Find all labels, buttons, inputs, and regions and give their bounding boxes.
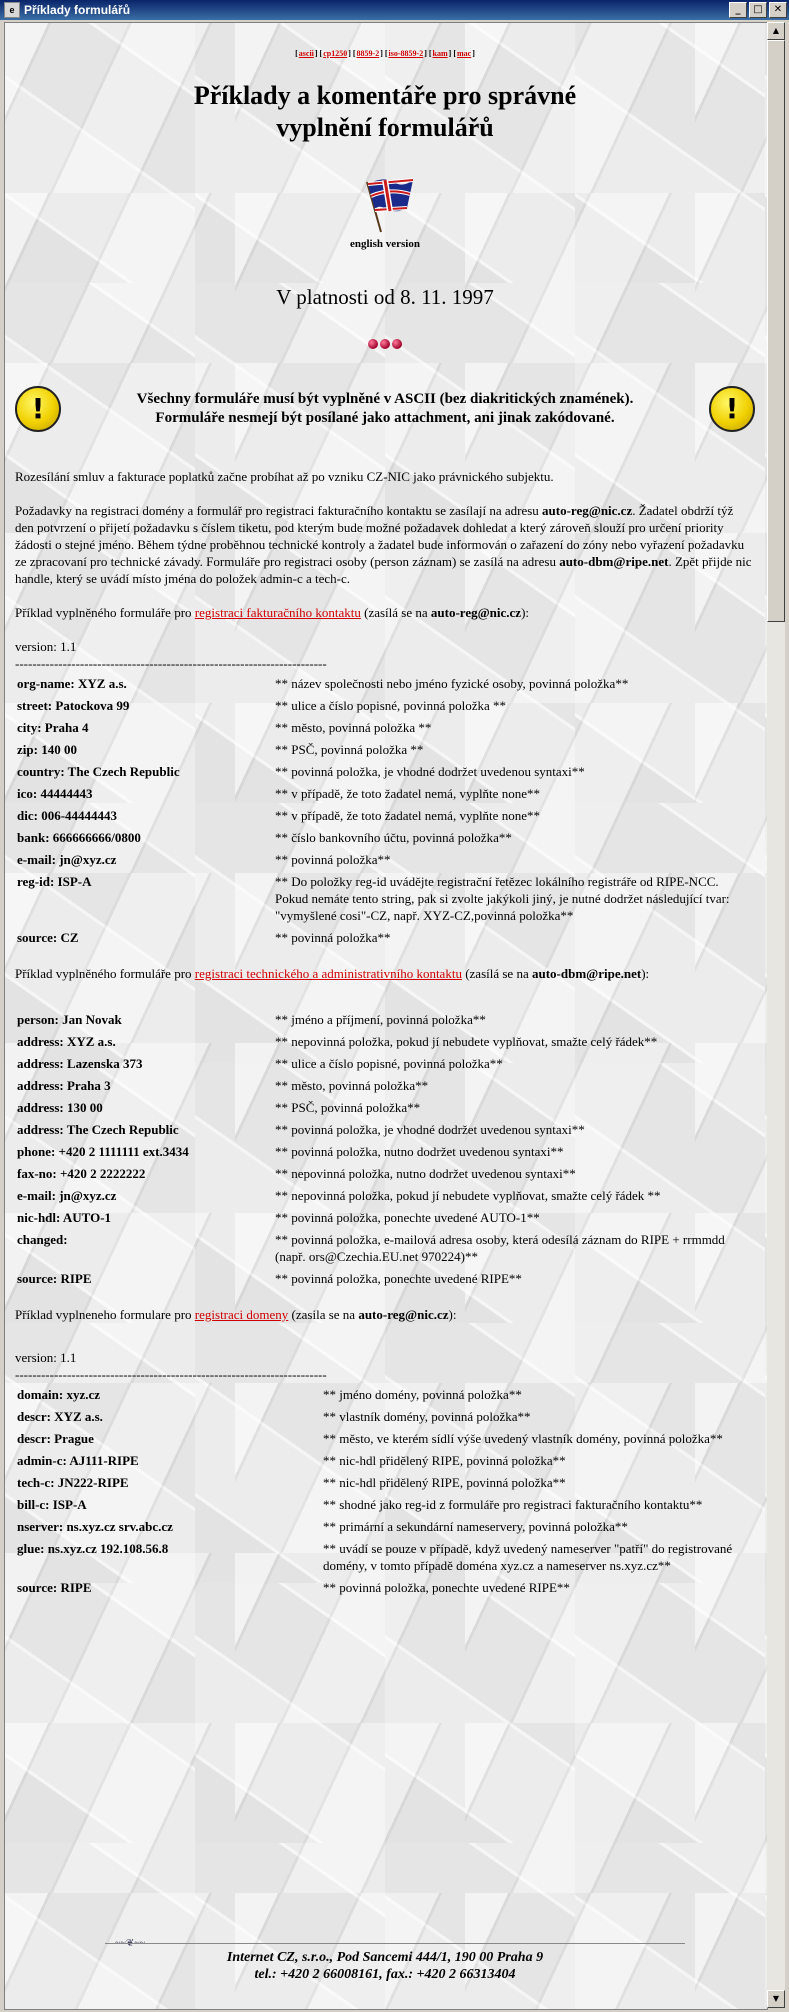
person-form-row: [15, 1228, 755, 1267]
intro-text: . Zpět přijde nic handle, který se uvádí místo jména do položek admin-c a tech-c.: [15, 554, 752, 586]
intro-paragraph-1: Rozesílání smluv a fakturace poplatků začne probíhat až po vzniku CZ-NIC jako právnického subjektu.: [15, 469, 554, 484]
person-form-row: [15, 1030, 755, 1052]
person-form-row: [15, 1052, 755, 1074]
billing-form-row: [15, 760, 755, 782]
warning-icon: !: [709, 386, 755, 432]
person-form-field-comment: ** povinná položka, e-mailová adresa osoby, která odesílá záznam do RIPE + rrmmdd (např. ors@Czechia.EU.net 970224)**: [275, 1232, 725, 1264]
warning-box: [15, 386, 755, 432]
section1-post: (zasílá se na: [360, 605, 431, 620]
billing-form-field-comment: ** v případě, že toto žadatel nemá, vyplňte none**: [275, 808, 540, 823]
warning-line2: Formuláře nesmejí být posílané jako attachment, ani jinak zakódované.: [155, 410, 615, 426]
billing-form-field-name: country: The Czech Republic: [17, 764, 180, 779]
footer: [15, 1949, 755, 1983]
billing-form-field-name: dic: 006-44444443: [17, 808, 118, 823]
close-button[interactable]: ✕: [769, 2, 787, 18]
billing-form-field-name: ico: 44444443: [17, 786, 93, 801]
encoding-link-kam[interactable]: kam: [432, 49, 448, 58]
person-form-field-name: source: RIPE: [17, 1271, 92, 1286]
person-form-field-name: address: 130 00: [17, 1100, 103, 1115]
domain-form-row: [15, 1576, 755, 1598]
billing-form-row: [15, 672, 755, 694]
billing-form-field-comment: ** povinná položka**: [275, 852, 391, 867]
section3-intro: [15, 1306, 755, 1323]
section3-email: auto-reg@nic.cz: [358, 1307, 449, 1322]
email-auto-reg: auto-reg@nic.cz: [542, 503, 633, 518]
domain-form-table: [15, 1383, 755, 1598]
billing-form-field-comment: ** Do položky reg-id uvádějte registrační řetězec lokálního registráře od RIPE-NCC. Pokud nemáte tento string, pak si zvolte jakýkoli jiný, je nutné dodržet následující tvar: "vymyšlené cosi"-CZ, např. XYZ-CZ,povinná položka**: [275, 874, 730, 923]
page-title: [15, 80, 755, 144]
section1-rule: ------------------------------------------------------------------------: [15, 656, 327, 671]
billing-form-row: [15, 848, 755, 870]
person-form-field-name: changed:: [17, 1232, 68, 1247]
billing-form-row: [15, 926, 755, 948]
window-title: Příklady formulářů: [24, 3, 131, 17]
domain-form-field-name: nserver: ns.xyz.cz srv.abc.cz: [17, 1519, 173, 1534]
scroll-down-arrow-icon[interactable]: ▼: [767, 1990, 785, 2008]
person-form-field-name: address: XYZ a.s.: [17, 1034, 116, 1049]
domain-form-row: [15, 1515, 755, 1537]
domain-form-field-comment: ** uvádí se pouze v případě, když uvedený nameserver "patří" do registrované domény, v tomto případě doména xyz.cz a nameserver ns.xyz.cz**: [323, 1541, 733, 1573]
person-form-field-comment: ** nepovinná položka, pokud jí nebudete vyplňovat, smažte celý řádek**: [275, 1034, 658, 1049]
billing-form-row: [15, 694, 755, 716]
domain-form-row: [15, 1427, 755, 1449]
english-version-link[interactable]: english version: [350, 238, 420, 250]
person-form-row: [15, 1008, 755, 1030]
encoding-link-ascii[interactable]: ascii: [298, 49, 314, 58]
section2-pre: Příklad vyplněného formuláře pro: [15, 966, 195, 981]
dot-icon: [392, 339, 402, 349]
person-form-field-comment: ** město, povinná položka**: [275, 1078, 429, 1093]
person-form-row: [15, 1140, 755, 1162]
browser-app-icon: e: [4, 2, 20, 18]
billing-form-field-name: bank: 666666666/0800: [17, 830, 141, 845]
section1-version: version: 1.1: [15, 639, 77, 654]
person-form-row: [15, 1267, 755, 1289]
section2-intro: [15, 965, 755, 982]
section1-pre: Příklad vyplněného formuláře pro: [15, 605, 195, 620]
billing-form-row: [15, 804, 755, 826]
footer-address: Internet CZ, s.r.o., Pod Sancemi 444/1, 190 00 Praha 9: [226, 1950, 544, 1965]
section1-intro: [15, 604, 755, 621]
domain-form-field-name: descr: XYZ a.s.: [17, 1409, 103, 1424]
domain-form-row: [15, 1471, 755, 1493]
person-form-field-comment: ** PSČ, povinná položka**: [275, 1100, 421, 1115]
email-auto-dbm: auto-dbm@ripe.net: [559, 554, 669, 569]
billing-form-field-comment: ** ulice a číslo popisné, povinná položka **: [275, 698, 507, 713]
domain-form-row: [15, 1449, 755, 1471]
person-form-field-name: person: Jan Novak: [17, 1012, 122, 1027]
domain-form-field-comment: ** primární a sekundární nameservery, povinná položka**: [323, 1519, 628, 1534]
billing-form-field-name: city: Praha 4: [17, 720, 89, 735]
person-form-field-comment: ** povinná položka, ponechte uvedené RIPE**: [275, 1271, 522, 1286]
page-title-line2: vyplnění formulářů: [276, 113, 494, 142]
domain-form-field-comment: ** vlastník domény, povinná položka**: [323, 1409, 531, 1424]
scrollbar-thumb[interactable]: [767, 40, 785, 622]
encoding-link-iso-8859-2[interactable]: iso-8859-2: [388, 49, 424, 58]
domain-form-field-comment: ** povinná položka, ponechte uvedené RIPE**: [323, 1580, 570, 1595]
person-form-table: [15, 1008, 755, 1289]
minimize-button[interactable]: _: [729, 2, 747, 18]
domain-form-field-name: tech-c: JN222-RIPE: [17, 1475, 129, 1490]
billing-form-row: [15, 738, 755, 760]
page-viewport: [4, 22, 768, 2010]
billing-form-field-comment: ** PSČ, povinná položka **: [275, 742, 424, 757]
validity-date: V platnosti od 8. 11. 1997: [276, 285, 494, 309]
maximize-button[interactable]: □: [749, 2, 767, 18]
billing-form-field-comment: ** povinná položka**: [275, 930, 391, 945]
domain-form-row: [15, 1537, 755, 1576]
intro-text: Požadavky na registraci domény a formulář pro registraci fakturačního kontaktu se zasílají na adresu: [15, 503, 543, 518]
domain-form-field-name: glue: ns.xyz.cz 192.108.56.8: [17, 1541, 169, 1556]
person-form-row: [15, 1118, 755, 1140]
person-form-field-name: address: The Czech Republic: [17, 1122, 179, 1137]
domain-form-field-name: domain: xyz.cz: [17, 1387, 101, 1402]
domain-form-field-comment: ** nic-hdl přidělený RIPE, povinná položka**: [323, 1453, 566, 1468]
person-form-field-name: nic-hdl: AUTO-1: [17, 1210, 112, 1225]
person-form-field-comment: ** nepovinná položka, pokud jí nebudete vyplňovat, smažte celý řádek **: [275, 1188, 661, 1203]
billing-form-row: [15, 870, 755, 926]
warning-line1: Všechny formuláře musí být vyplněné v ASCII (bez diakritických znamének).: [136, 391, 634, 407]
page-content: [15, 23, 755, 1982]
window-frame: [0, 20, 789, 2012]
dot-icon: [380, 339, 390, 349]
warning-text: [61, 390, 709, 428]
person-form-row: [15, 1184, 755, 1206]
domain-form-field-name: bill-c: ISP-A: [17, 1497, 87, 1512]
section2-email: auto-dbm@ripe.net: [531, 966, 642, 981]
warning-icon: !: [15, 386, 61, 432]
person-form-field-comment: ** jméno a příjmení, povinná položka**: [275, 1012, 486, 1027]
domain-form-field-name: descr: Prague: [17, 1431, 94, 1446]
billing-form-field-comment: ** povinná položka, je vhodné dodržet uvedenou syntaxi**: [275, 764, 585, 779]
person-form-field-comment: ** ulice a číslo popisné, povinná položka**: [275, 1056, 503, 1071]
section3-end: ):: [448, 1307, 457, 1322]
person-form-field-name: address: Praha 3: [17, 1078, 111, 1093]
intro-text: . Žadatel obdrží týž den potvrzení o přijetí požadavku s číslem tiketu, pod kterým bude možné požadavek dohledat a který zároveň slouží pro určení priority žádosti o stejné jméno. Během týdne proběhnou technické kontroly a žadatel bude informován o zařazení do zóny nebo vyřazení požadavku ze zpracovaní pro technické závady. Formuláře pro registraci osoby (person záznam) se zasílá na adresu: [15, 503, 745, 569]
domain-form-field-comment: ** město, ve kterém sídlí výše uvedený vlastník domény, povinná položka**: [323, 1431, 723, 1446]
person-form-field-name: e-mail: jn@xyz.cz: [17, 1188, 117, 1203]
section1-email: auto-reg@nic.cz: [430, 605, 522, 620]
domain-form-field-comment: ** jméno domény, povinná položka**: [323, 1387, 522, 1402]
section2-post: (zasílá se na: [461, 966, 532, 981]
domain-registration-link[interactable]: registraci domeny: [194, 1307, 289, 1322]
billing-form-table: [15, 672, 755, 948]
window-titlebar[interactable]: [0, 0, 789, 20]
billing-form-field-comment: ** číslo bankovního účtu, povinná položka**: [275, 830, 512, 845]
domain-form-field-comment: ** nic-hdl přidělený RIPE, povinná položka**: [323, 1475, 566, 1490]
footer-divider: [105, 1943, 685, 1944]
person-form-field-name: address: Lazenska 373: [17, 1056, 143, 1071]
billing-form-field-name: e-mail: jn@xyz.cz: [17, 852, 117, 867]
encoding-link-mac[interactable]: mac: [457, 49, 472, 58]
section3-version: version: 1.1: [15, 1350, 77, 1365]
encoding-links: [ascii] [cp1250] [8859-2] [iso-8859-2] [kam] [mac]: [295, 49, 475, 58]
scroll-up-arrow-icon[interactable]: ▲: [767, 22, 785, 40]
person-form-field-name: fax-no: +420 2 2222222: [17, 1166, 146, 1181]
person-form-row: [15, 1162, 755, 1184]
vertical-scrollbar[interactable]: [767, 22, 785, 2008]
billing-form-field-name: source: CZ: [17, 930, 79, 945]
billing-contact-link[interactable]: registraci fakturačního kontaktu: [194, 605, 361, 620]
billing-form-field-name: zip: 140 00: [17, 742, 77, 757]
person-form-row: [15, 1096, 755, 1118]
billing-form-field-name: reg-id: ISP-A: [17, 874, 92, 889]
person-form-field-comment: ** nepovinná položka, nutno dodržet uvedenou syntaxi**: [275, 1166, 576, 1181]
person-form-field-comment: ** povinná položka, je vhodné dodržet uvedenou syntaxi**: [275, 1122, 585, 1137]
section3-post: (zasila se na: [288, 1307, 359, 1322]
person-form-field-name: phone: +420 2 1111111 ext.3434: [17, 1144, 189, 1159]
billing-form-field-comment: ** v případě, že toto žadatel nemá, vyplňte none**: [275, 786, 540, 801]
billing-form-row: [15, 826, 755, 848]
footer-contacts: tel.: +420 2 66008161, fax.: +420 2 66313404: [254, 1967, 516, 1982]
dot-icon: [368, 339, 378, 349]
section3-pre: Příklad vyplneneho formulare pro: [15, 1307, 195, 1322]
person-form-field-comment: ** povinná položka, ponechte uvedené AUTO-1**: [275, 1210, 540, 1225]
person-form-field-comment: ** povinná položka, nutno dodržet uvedenou syntaxi**: [275, 1144, 564, 1159]
encoding-link-cp1250[interactable]: cp1250: [323, 49, 348, 58]
domain-form-row: [15, 1405, 755, 1427]
domain-form-field-name: source: RIPE: [17, 1580, 92, 1595]
intro-paragraph-2: [15, 502, 755, 587]
domain-form-row: [15, 1493, 755, 1515]
uk-flag-icon[interactable]: [355, 174, 415, 234]
domain-form-field-comment: ** shodné jako reg-id z formuláře pro registraci fakturačního kontaktu**: [323, 1497, 703, 1512]
domain-form-field-name: admin-c: AJ111-RIPE: [17, 1453, 139, 1468]
billing-form-field-name: street: Patockova 99: [17, 698, 130, 713]
billing-form-row: [15, 782, 755, 804]
person-form-row: [15, 1206, 755, 1228]
encoding-link-8859-2[interactable]: 8859-2: [356, 49, 380, 58]
person-form-row: [15, 1074, 755, 1096]
section2-end: ):: [641, 966, 650, 981]
billing-form-row: [15, 716, 755, 738]
domain-form-row: [15, 1383, 755, 1405]
tech-admin-contact-link[interactable]: registraci technického a administrativního kontaktu: [194, 966, 462, 981]
billing-form-field-comment: ** název společnosti nebo jméno fyzické osoby, povinná položka**: [275, 676, 629, 691]
decorative-dots: [15, 336, 755, 350]
billing-form-field-comment: ** město, povinná položka **: [275, 720, 432, 735]
section3-rule: ------------------------------------------------------------------------: [15, 1367, 327, 1382]
section1-end: ):: [521, 605, 530, 620]
billing-form-field-name: org-name: XYZ a.s.: [17, 676, 127, 691]
page-title-line1: Příklady a komentáře pro správné: [193, 81, 577, 110]
